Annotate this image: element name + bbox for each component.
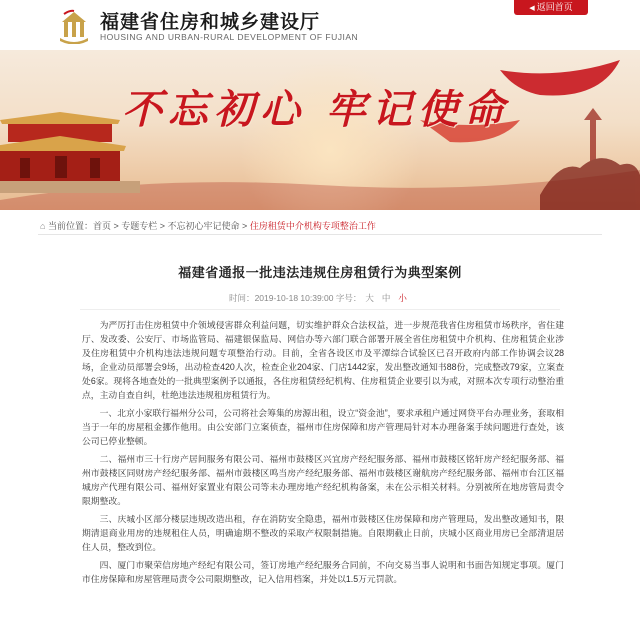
banner xyxy=(0,50,640,210)
home-icon: ⌂ xyxy=(40,221,46,231)
tiananmen-building xyxy=(0,112,140,193)
article-paragraph: 为严厉打击住房租赁中介领域侵害群众利益问题，切实维护群众合法权益，进一步规范我省住房租赁市场秩序，省住建厅、发改委、公安厅、市场监管局、福建银保监局、网信办等六部门联合部署开展全省住房租赁中介机构、住房租赁企业涉及住房租赁中介机构违法违规问题专项整治行动。目前，全省各设区市及平潭综合试验区已召开政府内部工作协调会议28场，企业动员部署会9场，出动检查420人次，检查企业204家、门店1442家，发出整改通知书88份，完成整改79家，立案查处6家。现将各地查处的一批典型案例予以通报，各住房租赁经纪机构、住房租赁企业要引以为戒，对照本次专项行动整治重点，主动自查自纠，杜绝违法违规租房租赁行为。 xyxy=(82,320,564,400)
breadcrumb-mission[interactable]: 不忘初心牢记使命 xyxy=(167,221,240,231)
breadcrumb-home[interactable]: 首页 xyxy=(92,221,111,231)
article-paragraph: 二、福州市三十行房产居间服务有限公司、福州市鼓楼区兴宜房产经纪服务部、福州市鼓楼区铭轩房产经纪服务部、福州市鼓楼区同财房产经纪服务部、福州市鼓楼区鸣当房产经纪服务部、福州市鼓楼区谢航房产经纪服务部、福州市台江区福城房产代理有限公司、福州好家置业有限公司等未办理房地产经纪机构备案，未在公示相关材料。分别被所在地房管局责令限期整改。 xyxy=(82,454,564,506)
triangle-left-icon: ◀ xyxy=(529,5,535,12)
article-title: 福建省通报一批违法违规住房租赁行为典型案例 xyxy=(178,265,462,280)
back-home-label: 返回首页 xyxy=(536,2,573,12)
site-title: 福建省住房和城乡建设厅 xyxy=(100,12,321,33)
breadcrumb-current: 住房租赁中介机构专项整治工作 xyxy=(249,221,376,231)
font-size-medium[interactable]: 中 xyxy=(381,293,391,303)
breadcrumb-prefix: 当前位置： xyxy=(47,221,93,231)
meta-divider xyxy=(80,309,560,310)
site-subtitle: HOUSING AND URBAN-RURAL DEVELOPMENT OF FUJIAN xyxy=(100,32,359,42)
font-size-small[interactable]: 小 xyxy=(398,293,407,303)
breadcrumb-topics[interactable]: 专题专栏 xyxy=(121,221,158,231)
divider xyxy=(38,234,602,235)
font-size-label: 字号： xyxy=(335,293,362,303)
article-body xyxy=(82,318,564,590)
banner-slogan: 不忘初心 牢记使命 xyxy=(122,86,510,133)
back-home-button[interactable] xyxy=(514,0,588,15)
article-paragraph: 一、北京小家联行福州分公司，公司将社会筹集的房源出租，设立“资金池”，要求承租户通过网贷平台办理业务，套取相当于一年的房屋租金挪作他用。由公安部门立案侦查，福州市住房保障和房产管理局针对本办理备案手续问题进行查处，该公司已停业整顿。 xyxy=(82,408,564,446)
breadcrumb xyxy=(40,219,376,232)
font-size-large[interactable]: 大 xyxy=(365,293,374,303)
article-paragraph: 三、庆城小区部分楼层违规改造出租，存在消防安全隐患，福州市鼓楼区住房保障和房产管理局，发出整改通知书，限期清退商业用房的违规租住人员，明确逾期不整改的采取产权限制措施。自限期截止日前，庆城小区商业用房已全部清退居住人员，整改到位。 xyxy=(82,514,564,552)
breadcrumb-separator: > xyxy=(239,221,250,231)
time-label: 时间： xyxy=(229,293,255,303)
breadcrumb-separator: > xyxy=(110,221,122,231)
monument xyxy=(540,108,640,210)
breadcrumb-separator: > xyxy=(157,221,168,231)
article-meta xyxy=(0,292,640,304)
site-header xyxy=(0,0,640,50)
logo-icon xyxy=(56,8,92,44)
publish-time: 2019-10-18 10:39:00 xyxy=(254,293,334,303)
article-paragraph: 四、厦门市聚荣信房地产经纪有限公司，签订房地产经纪服务合同前，不向交易当事人说明和书面告知规定事项。厦门市住房保障和房屋管理局责令公司限期整改，记入信用档案，并处以1.5万元罚款。 xyxy=(82,560,564,584)
